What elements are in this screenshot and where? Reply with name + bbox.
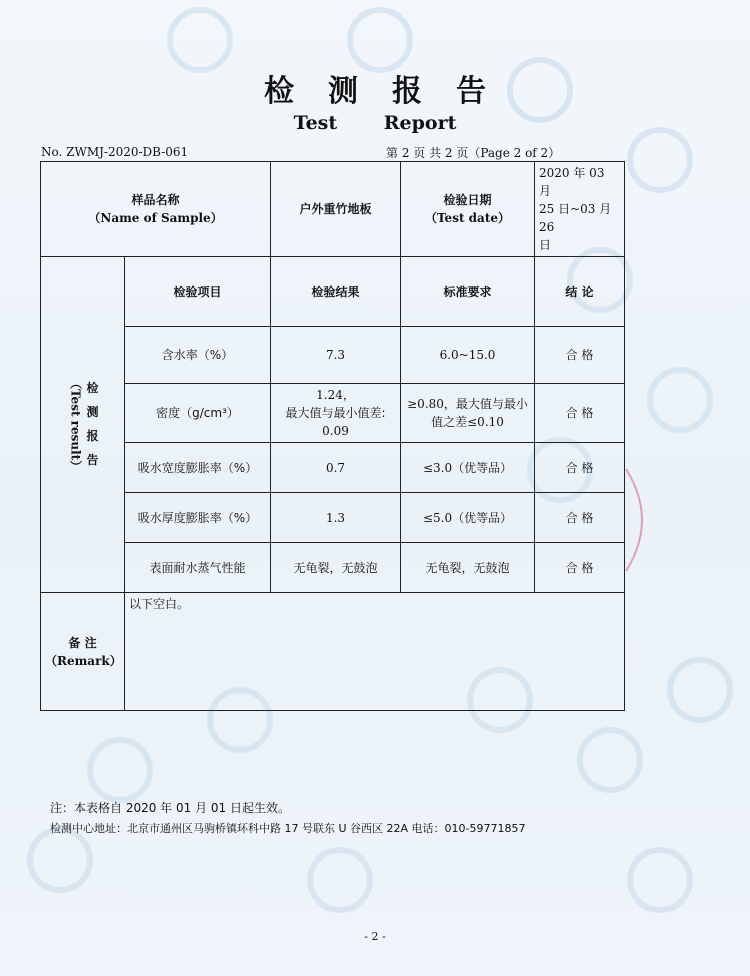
side-label-cn	[86, 376, 98, 472]
standard-line: ≥0.80，最大值与最小	[407, 397, 528, 411]
row-standard: 无龟裂，无鼓泡	[401, 543, 535, 593]
standard-line: 值之差≤0.10	[431, 415, 504, 429]
table-row	[41, 443, 625, 493]
test-report-table	[40, 161, 625, 711]
side-char-2: 测	[86, 405, 99, 420]
row-conclusion: 合 格	[535, 384, 625, 443]
side-label-en: （Test result）	[68, 376, 83, 473]
row-conclusion: 合 格	[535, 543, 625, 593]
remark-text: 以下空白。	[125, 593, 625, 711]
row-standard: ≤3.0（优等品）	[401, 443, 535, 493]
report-title-en: Test Report	[293, 112, 457, 134]
center-address: 检测中心地址：北京市通州区马驹桥镇环科中路 17 号联东 U 谷西区 22A 电话：010-59771857	[50, 822, 526, 835]
results-header-row	[41, 257, 625, 327]
row-standard: 6.0~15.0	[401, 327, 535, 384]
page-number: - 2 -	[364, 930, 386, 943]
result-line: 0.09	[322, 424, 349, 438]
sample-value: 户外重竹地板	[271, 162, 401, 257]
row-item: 吸水厚度膨胀率（%）	[125, 493, 271, 543]
table-row	[41, 493, 625, 543]
date-line-2: 25 日~03 月 26	[539, 202, 612, 234]
result-line: 1.24，	[316, 388, 355, 402]
row-item: 表面耐水蒸气性能	[125, 543, 271, 593]
table-row	[41, 543, 625, 593]
remark-label-en: （Remark）	[45, 653, 122, 668]
sample-info-row	[41, 162, 625, 257]
date-label-cn: 检验日期	[443, 193, 492, 207]
remark-row	[41, 593, 625, 711]
result-line: 最大值与最小值差:	[285, 406, 386, 420]
seal-stamp-fragment	[622, 465, 662, 575]
remark-label-cn: 备 注	[68, 635, 97, 650]
date-label-en: （Test date）	[425, 211, 511, 225]
side-char-1: 检	[86, 381, 99, 396]
col-header-item: 检验项目	[125, 257, 271, 327]
report-title-cn: 检测报告	[264, 74, 520, 109]
validity-note: 注：本表格自 2020 年 01 月 01 日起生效。	[50, 801, 290, 815]
row-item: 吸水宽度膨胀率（%）	[125, 443, 271, 493]
row-result: 1.3	[271, 493, 401, 543]
table-row	[41, 384, 625, 443]
side-char-3: 报	[86, 429, 99, 444]
row-result: 无龟裂，无鼓泡	[271, 543, 401, 593]
row-conclusion: 合 格	[535, 327, 625, 384]
sample-name-header	[41, 162, 271, 257]
row-standard	[401, 384, 535, 443]
table-row	[41, 327, 625, 384]
report-number: No. ZWMJ-2020-DB-061	[41, 145, 189, 159]
row-result: 7.3	[271, 327, 401, 384]
date-line-3: 日	[539, 238, 552, 252]
test-result-side-label	[41, 257, 125, 593]
row-standard: ≤5.0（优等品）	[401, 493, 535, 543]
side-char-4: 告	[86, 453, 99, 468]
row-item: 含水率（%）	[125, 327, 271, 384]
row-result: 0.7	[271, 443, 401, 493]
row-conclusion: 合 格	[535, 493, 625, 543]
col-header-standard: 标准要求	[401, 257, 535, 327]
date-line-1: 2020 年 03 月	[539, 166, 605, 198]
row-result	[271, 384, 401, 443]
sample-label-en: （Name of Sample）	[88, 211, 223, 225]
row-item: 密度（g/cm³）	[125, 384, 271, 443]
test-date-header	[401, 162, 535, 257]
row-conclusion: 合 格	[535, 443, 625, 493]
col-header-result: 检验结果	[271, 257, 401, 327]
test-date-value	[535, 162, 625, 257]
page-info: 第 2 页 共 2 页（Page 2 of 2）	[386, 146, 561, 160]
sample-label-cn: 样品名称	[131, 193, 180, 207]
col-header-conclusion: 结 论	[535, 257, 625, 327]
remark-label	[41, 593, 125, 711]
